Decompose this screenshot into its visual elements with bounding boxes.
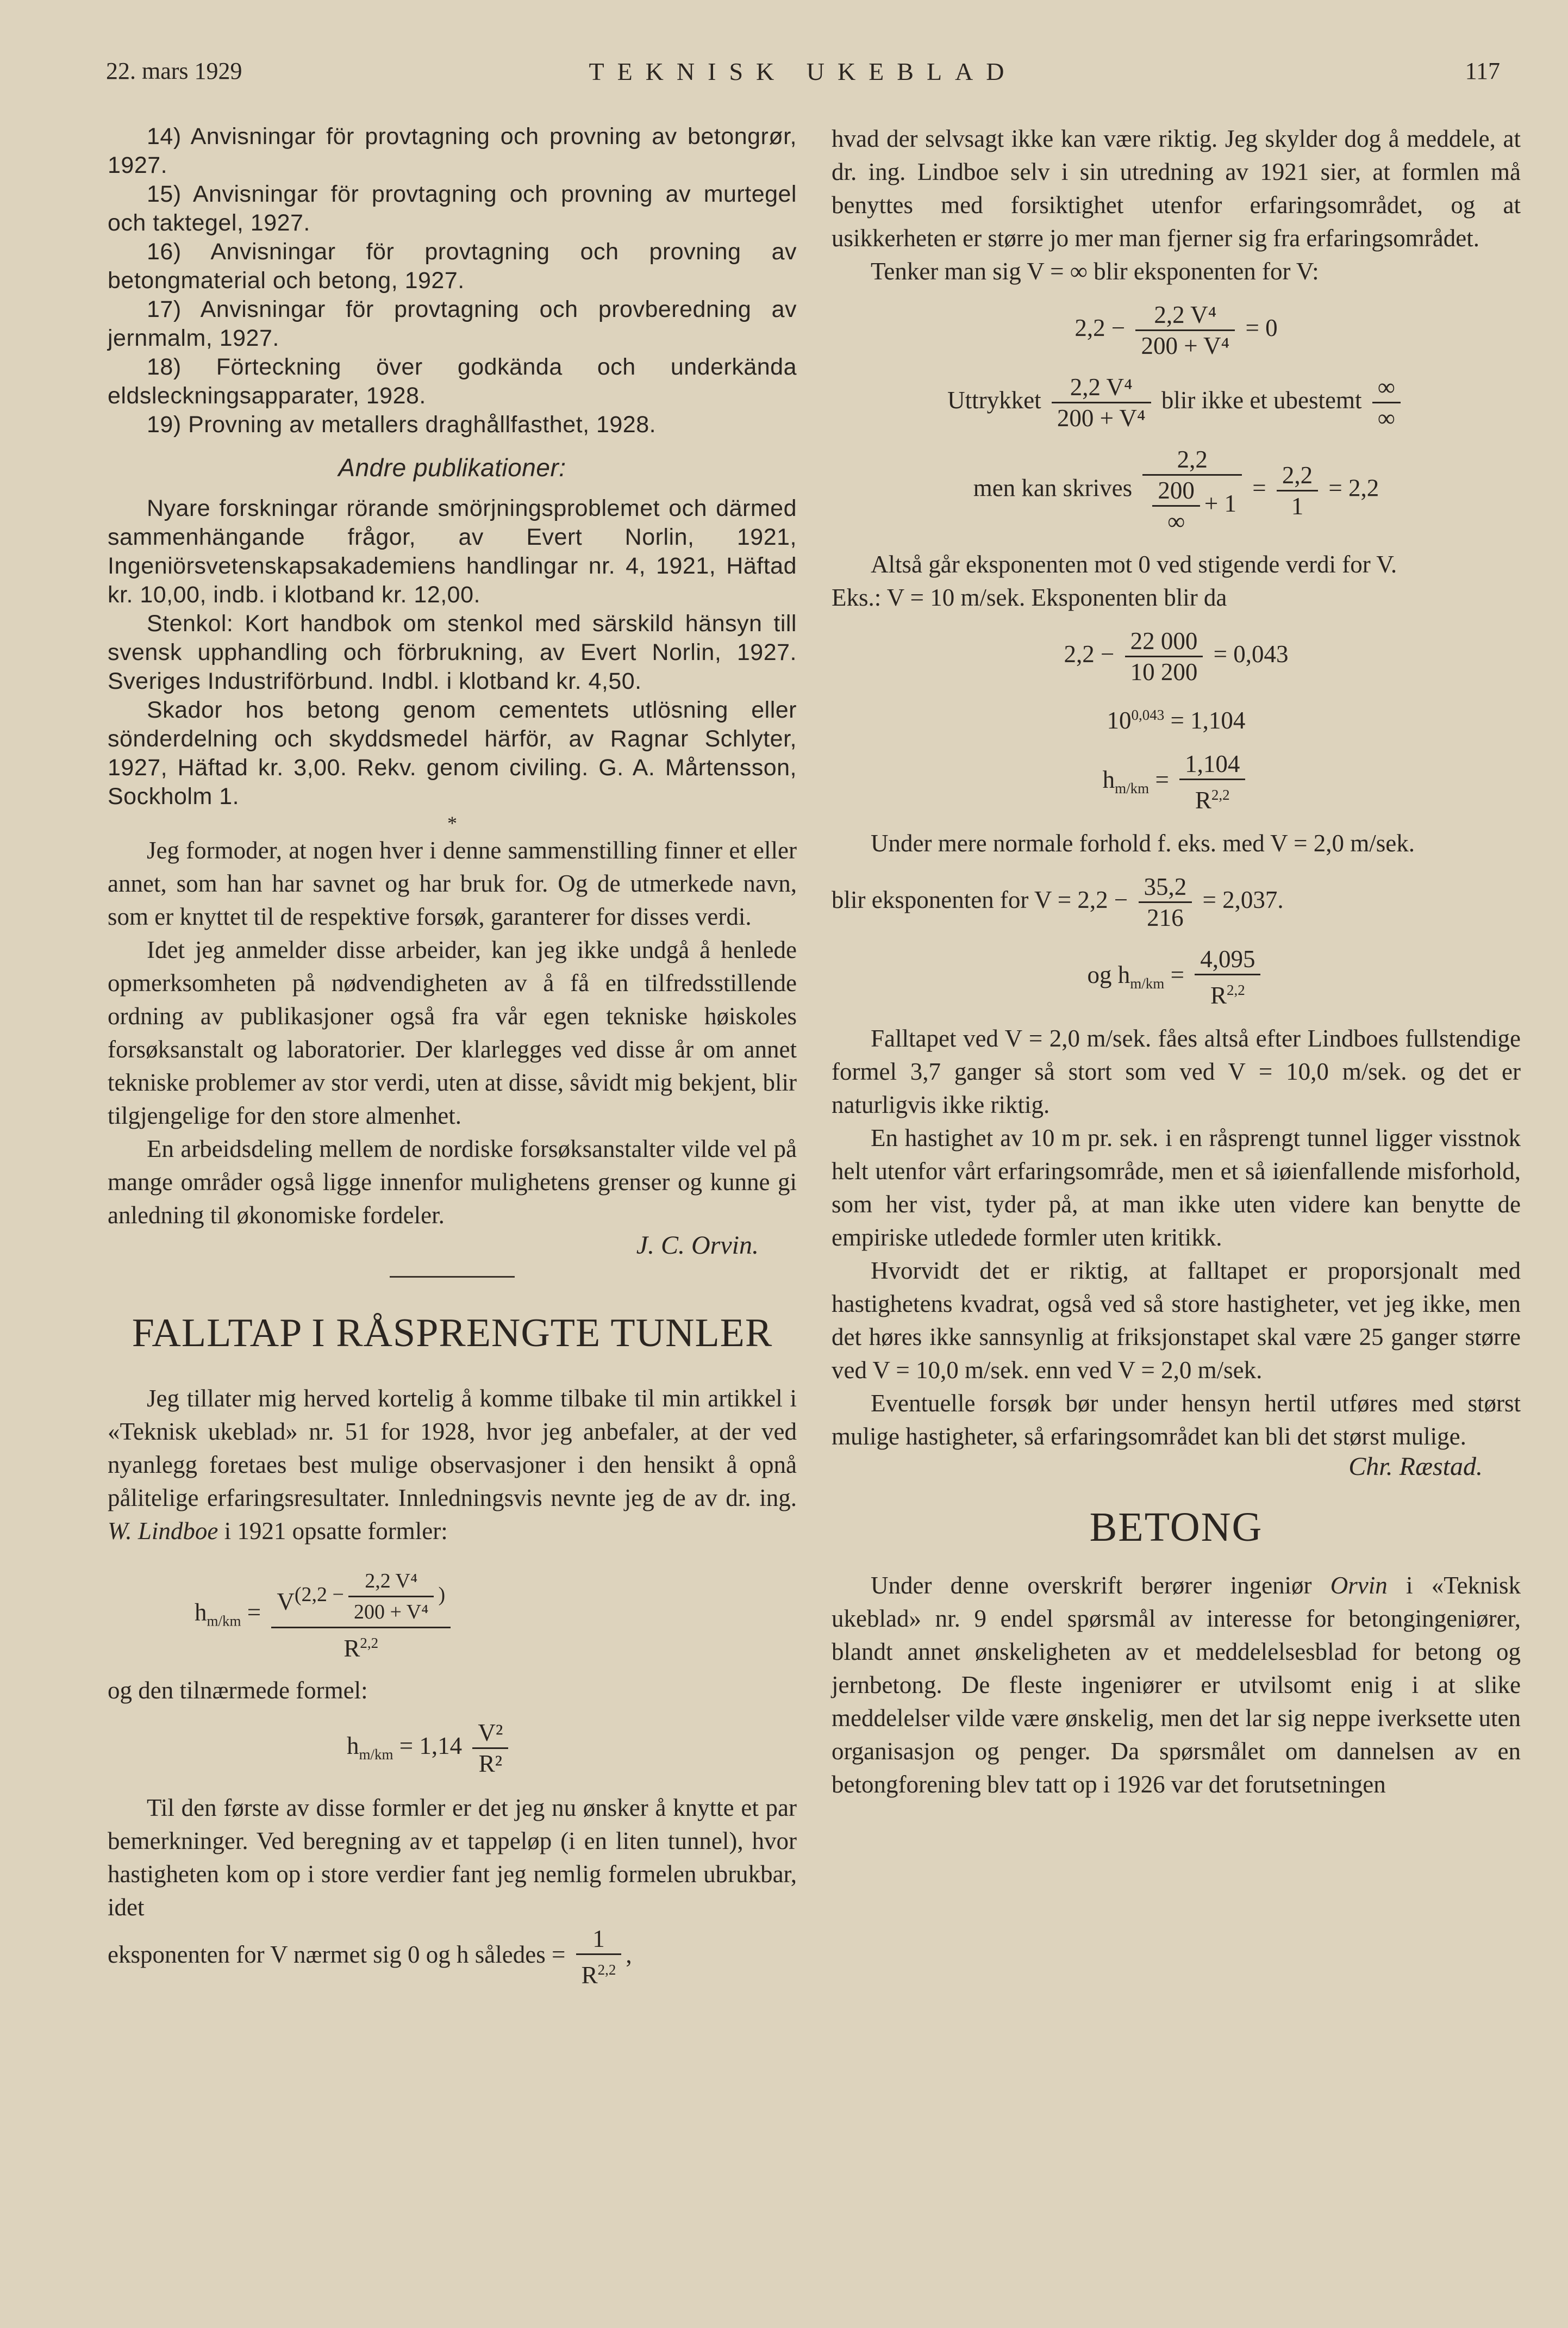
journal-title: TEKNISK UKEBLAD [589,58,1017,85]
body-paragraph: hvad der selvsagt ikke kan være riktig. Jeg skylder dog å meddele, at dr. ing. Lindboe selv i sin utredning av 1921 sier, at formlen må benyttes med forsiktighet utenfor erfaringsområdet, og at usikkerheten er større jo mer man fjerner sig fra erfaringsområdet. [832,125,1521,252]
body-paragraph: Hvorvidt det er riktig, at falltapet er proporsjonalt med hastighetens kvadrat, også ved så store hastigheter, vet jeg ikke, men det høres ikke sannsynlig at friksjonstapet skal være 25 ganger større ved V = 10,0 m/sek. enn ved V = 2,0 m/sek. [832,1257,1521,1384]
publication-list [108,122,797,811]
equation: 10$^{0,043}$ = 1,104 [1107,707,1246,734]
section-divider [390,1276,515,1278]
list-item: 17) Anvisningar för provtagning och provberedning av jernmalm, 1927. [108,296,797,351]
article-paragraph-tail: eksponenten for V nærmet sig 0 og h således = $\frac{1}{R^{2,2}}$ , [108,1925,632,1989]
article-paragraph: Jeg tillater mig herved kortelig å komme tilbake til min artikkel i «Teknisk ukeblad» nr. 51 for 1928, hvor jeg anbefaler, at der ved nyanlegg foretaes best mulige observasjoner i den hensikt å opnå pålitelige erfaringsresultater. Innledningsvis nevnte jeg de av dr. ing. W. Lindboe i 1921 opsatte formler: [108,1385,797,1545]
list-item: 14) Anvisningar för provtagning och provning av betongrør, 1927. [108,123,797,178]
equation: 2,2 − $\frac{\text{2,2 V⁴}}{\text{200 + V⁴}}$ = 0 [1075,301,1278,359]
page-header [106,57,1500,90]
equation: men kan skrives 2,2 $\frac{200}{\infty}$ + 1 = $\frac{2,2}{1}$ = 2,2 [973,446,1379,535]
page-number: 117 [1465,58,1500,84]
formula-approx: $h_{m/km} = 1,14$ $\frac{\text{V²}}{\text{R²}}$ [347,1718,797,1778]
publication-entry: Stenkol: Kort handbok om stenkol med särskild hänsyn till svensk upphandling och förbrukning, av Evert Norlin, 1927. Sveriges Industriförbund. Indbl. i klotband kr. 4,50. [108,611,797,694]
section-asterisk: * [447,812,457,834]
article-paragraph: Under denne overskrift berører ingeniør Orvin i «Teknisk ukeblad» nr. 9 endel spørsmål av interesse for betongingeniører, blandt annet ønskeligheten av et meddelelsesblad for betong og jernbetong. De fleste ingeniører er utvilsomt enig i at slike meddelelser vilde være ønskelig, men det lar sig neppe iverksette uten organisasjon og penger. Da spørsmålet om dannelsen av en betongforening blev tatt op i 1926 var det forutsetningen [832,1572,1521,1798]
list-item: 15) Anvisningar för provtagning och provning av murtegel och taktegel, 1927. [108,181,797,236]
left-column [108,122,797,1990]
article-title: BETONG [1089,1504,1263,1550]
article-paragraph: Til den første av disse formler er det jeg nu ønsker å knytte et par bemerkninger. Ved beregning av et tappeløp (i en liten tunnel), hvor hastigheten kom op i store verdier fant jeg nemlig formelen ubrukbar, idet [108,1794,797,1921]
issue-date: 22. mars 1929 [106,58,242,84]
right-column [832,122,1521,1801]
equation: og $h_{m/km}$ = $\frac{4,095}{R^{2,2}}$ [832,944,1521,1010]
equation: blir eksponenten for V = 2,2 − $\frac{35,2}{216}$ = 2,037. [832,873,1284,931]
article-title: FALLTAP I RÅSPRENGTE TUNLER [132,1311,773,1355]
example-line: Eks.: V = 10 m/sek. Eksponenten blir da [832,584,1227,611]
body-paragraph: En hastighet av 10 m pr. sek. i en råsprengt tunnel ligger visstnok helt utenfor vårt erfaringsområde, men et så iøienfallende misforhold, som her vist, tyder på, at man ikke uten videre kan benytte de empiriske utledede formler uten kritikk. [832,1124,1521,1251]
equation: $h_{m/km}$ = $\frac{1,104}{R^{2,2}}$ [832,749,1521,815]
body-paragraph: En arbeidsdeling mellem de nordiske forsøksanstalter vilde vel på mange områder også ligge innenfor mulighetens grenser og kunne gi anledning til økonomiske fordeler. [108,1135,797,1229]
publication-entry: Nyare forskningar rörande smörjningsproblemet och därmed sammenhängande frågor, av Evert Norlin, 1921, Ingeniörsvetenskapsakademiens handlingar nr. 4, 1921, Häftad kr. 10,00, indb. i klotband kr. 12,00. [108,495,797,608]
subheading: Andre publikationer: [338,453,566,482]
body-paragraph: Falltapet ved V = 2,0 m/sek. fåes altså efter Lindboes fullstendige formel 3,7 ganger så stort som ved V = 10,0 m/sek. og det er naturligvis ikke riktig. [832,1025,1521,1118]
author-signature: J. C. Orvin. [636,1231,759,1260]
body-paragraph: Eventuelle forsøk bør under hensyn hertil utføres med størst mulige hastigheter, så erfaringsområdet kan bli det størst mulige. [832,1390,1521,1450]
equation: 2,2 − $\frac{22 000}{10 200}$ = 0,043 [1064,627,1289,686]
list-item: 19) Provning av metallers draghållfasthet, 1928. [147,412,657,438]
list-item: 16) Anvisningar för provtagning och provning av betongmaterial och betong, 1927. [108,239,797,294]
equation: Uttrykket $\frac{\text{2,2 V⁴}}{\text{200 + V⁴}}$ blir ikke et ubestemt $\frac{\infty}{\infty}$ [832,372,1521,433]
body-paragraph: Jeg formoder, at nogen hver i denne sammenstilling finner et eller annet, som han har savnet og har bruk for. Og de utmerkede navn, som er knyttet til de respektive forsøk, garanterer for disses verdi. [108,837,797,930]
body-paragraph: Tenker man sig V = ∞ blir eksponenten for V: [871,258,1319,285]
formula-intro: og den tilnærmede formel: [108,1677,368,1704]
body-paragraph: Under mere normale forhold f. eks. med V = 2,0 m/sek. [871,830,1415,857]
formula-lindboe: $h_{m/km}$ = $V^{(2,2 - \frac{\text{2,2 V⁴}}{\text{200 + V⁴}} )}$ R$^{2,2}$ [195,1566,797,1663]
author-signature: Chr. Ræstad. [1348,1452,1483,1481]
author-name: W. Lindboe [108,1517,218,1545]
body-paragraph: Idet jeg anmelder disse arbeider, kan jeg ikke undgå å henlede opmerksomheten på nødvendigheten av å få en tilfredsstillende ordning av publikasjoner også fra vår egen tekniske høiskoles forsøksanstalt og laboratorier. Der klarlegges ved disse år om annet tekniske problemer av stor verdi, uten at disse, såvidt mig bekjent, blir tilgjengelige for den store almenhet. [108,936,797,1129]
publication-entry: Skador hos betong genom cementets utlösning eller sönderdelning och skyddsmedel härför, av Ragnar Schlyter, 1927, Häftad kr. 3,00. Rekv. genom civiling. G. A. Mårtensson, Sockholm 1. [108,697,797,810]
list-item: 18) Förteckning över godkända och underkända eldsleckningsapparater, 1928. [108,354,797,409]
body-paragraph: Altså går eksponenten mot 0 ved stigende verdi for V. [871,551,1397,578]
author-name: Orvin [1330,1572,1388,1599]
